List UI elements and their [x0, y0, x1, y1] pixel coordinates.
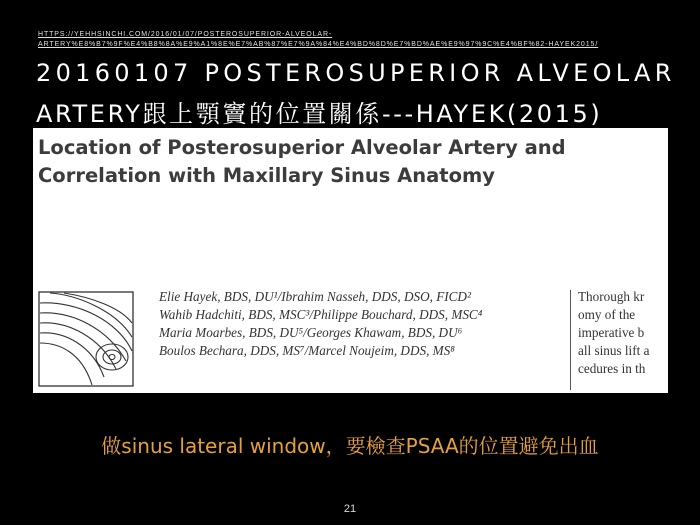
paper-title-line-2: Correlation with Maxillary Sinus Anatomy	[38, 164, 496, 187]
author-line-3: Maria Moarbes, BDS, DU⁵/Georges Khawam, BDS, DU⁶	[159, 325, 463, 340]
abstract-line-4: all sinus lift a	[578, 343, 650, 358]
column-divider	[570, 290, 571, 390]
abstract-line-3: imperative b	[578, 325, 645, 340]
journal-logo-art	[38, 291, 134, 387]
abstract-line-1: Thorough kr	[578, 289, 645, 304]
abstract-line-5: cedures in th	[578, 361, 646, 376]
page-number: 21	[343, 503, 357, 515]
author-line-4: Boulos Bechara, DDS, MS⁷/Marcel Noujeim, DDS, MS⁸	[159, 343, 455, 358]
abstract-fragment	[578, 288, 649, 378]
paper-title	[38, 134, 566, 190]
paper-screenshot	[33, 128, 668, 393]
source-url-line-2[interactable]: ARTERY%E8%B7%9F%E4%B8%8A%E9%A1%8E%E7%AB%87%E7%9A%84%E4%BD%8D%E7%BD%AE%E9%97%9C%E4%BF%82-HAYEK2015/	[38, 41, 599, 48]
author-list	[159, 288, 482, 360]
source-url-line-1[interactable]: HTTPS://YEHHSINCHI.COM/2016/01/07/POSTEROSUPERIOR-ALVEOLAR-	[38, 31, 333, 38]
slide-title-line-1: 20160107 POSTEROSUPERIOR ALVEOLAR	[36, 59, 676, 87]
slide-caption: 做sinus lateral window，要檢查PSAA的位置避免出血	[101, 434, 599, 458]
paper-title-line-1: Location of Posterosuperior Alveolar Artery and	[38, 136, 566, 159]
slide-title-line-2: ARTERY跟上顎竇的位置關係---HAYEK(2015)	[36, 100, 603, 128]
abstract-line-2: omy of the	[578, 307, 636, 322]
author-line-2: Wahib Hadchiti, BDS, MSC³/Philippe Bouchard, DDS, MSC⁴	[159, 307, 483, 322]
author-line-1: Elie Hayek, BDS, DU¹/Ibrahim Nasseh, DDS, DSO, FICD²	[159, 289, 471, 304]
